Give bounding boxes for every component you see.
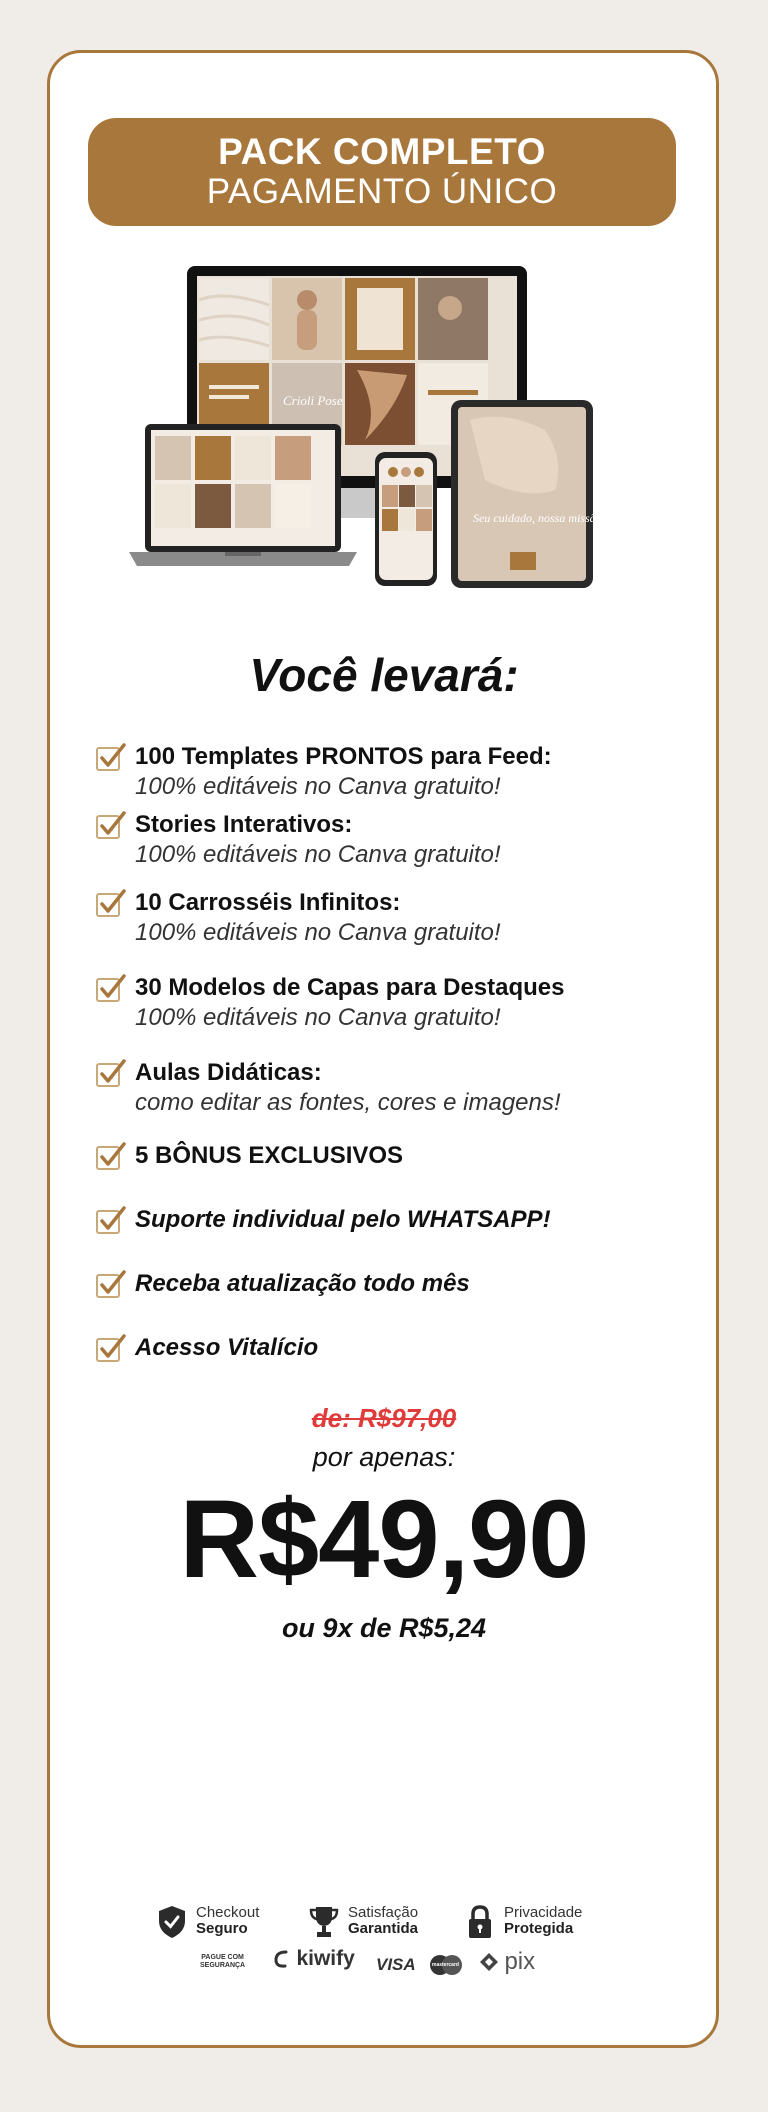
mastercard-logo — [428, 1954, 464, 1981]
badge-line2: Seguro — [196, 1920, 248, 1937]
checkbox-check-icon — [95, 1333, 127, 1365]
lock-icon — [464, 1904, 496, 1940]
checkbox-check-icon — [95, 742, 127, 774]
kiwify-text: kiwify — [296, 1947, 355, 1970]
item-subtitle: 100% editáveis no Canva gratuito! — [135, 773, 501, 800]
checkbox-check-icon — [95, 1058, 127, 1090]
badge-satisfacao — [308, 1902, 428, 1942]
pague-com-text: PAGUE COM — [201, 1954, 244, 1961]
old-price: de: R$97,00 — [311, 1403, 457, 1433]
banner-title: PACK COMPLETO — [218, 131, 546, 172]
item-subtitle: 100% editáveis no Canva gratuito! — [135, 919, 501, 946]
item-subtitle: como editar as fontes, cores e imagens! — [135, 1089, 561, 1116]
seguranca-text: SEGURANÇA — [200, 1962, 246, 1969]
checkbox-check-icon — [95, 973, 127, 1005]
kiwify-logo — [272, 1947, 355, 1971]
devices-mockup-image — [125, 260, 605, 600]
badge-checkout — [156, 1902, 276, 1942]
item-title: 10 Carrosséis Infinitos: — [135, 889, 401, 916]
pague-com-seguranca — [200, 1954, 245, 1970]
item-subtitle: 100% editáveis no Canva gratuito! — [135, 1004, 501, 1031]
item-title: Stories Interativos: — [135, 811, 353, 838]
checkbox-check-icon — [95, 1205, 127, 1237]
mastercard-text: mastercard — [432, 1962, 459, 1968]
offer-banner — [88, 118, 676, 226]
kiwify-icon — [272, 1948, 292, 1970]
installments: ou 9x de R$5,24 — [281, 1613, 487, 1643]
badge-line2: Protegida — [504, 1920, 574, 1937]
tablet-caption: Seu cuidado, nossa missão — [473, 511, 602, 525]
price-intro: por apenas: — [312, 1442, 456, 1472]
checkbox-check-icon — [95, 1141, 127, 1173]
checkbox-check-icon — [95, 1269, 127, 1301]
item-title: 30 Modelos de Capas para Destaques — [135, 974, 565, 1001]
item-title: 100 Templates PRONTOS para Feed: — [135, 743, 552, 770]
badge-line1: Satisfação — [348, 1904, 419, 1921]
badge-line1: Checkout — [196, 1904, 260, 1921]
pix-logo — [478, 1948, 535, 1976]
desktop-tile-text: Crioli Pose — [283, 393, 343, 408]
section-heading: Você levará: — [249, 649, 519, 701]
item-title: 5 BÔNUS EXCLUSIVOS — [135, 1142, 404, 1169]
banner-subtitle: PAGAMENTO ÚNICO — [206, 172, 558, 211]
pix-text: pix — [504, 1948, 536, 1975]
shield-check-icon — [156, 1904, 188, 1940]
item-subtitle: 100% editáveis no Canva gratuito! — [135, 841, 501, 868]
checkbox-check-icon — [95, 810, 127, 842]
item-title: Suporte individual pelo WHATSAPP! — [135, 1206, 551, 1233]
visa-logo: VISA — [376, 1955, 416, 1974]
item-title: Receba atualização todo mês — [135, 1270, 470, 1297]
checkbox-check-icon — [95, 888, 127, 920]
current-price: R$49,90 — [179, 1478, 589, 1601]
badge-line1: Privacidade — [504, 1904, 583, 1921]
badge-line2: Garantida — [348, 1920, 419, 1937]
trophy-icon — [308, 1904, 340, 1940]
item-title: Aulas Didáticas: — [135, 1059, 322, 1086]
item-title: Acesso Vitalício — [135, 1334, 319, 1361]
badge-privacidade — [464, 1902, 594, 1942]
pix-icon — [478, 1951, 500, 1973]
